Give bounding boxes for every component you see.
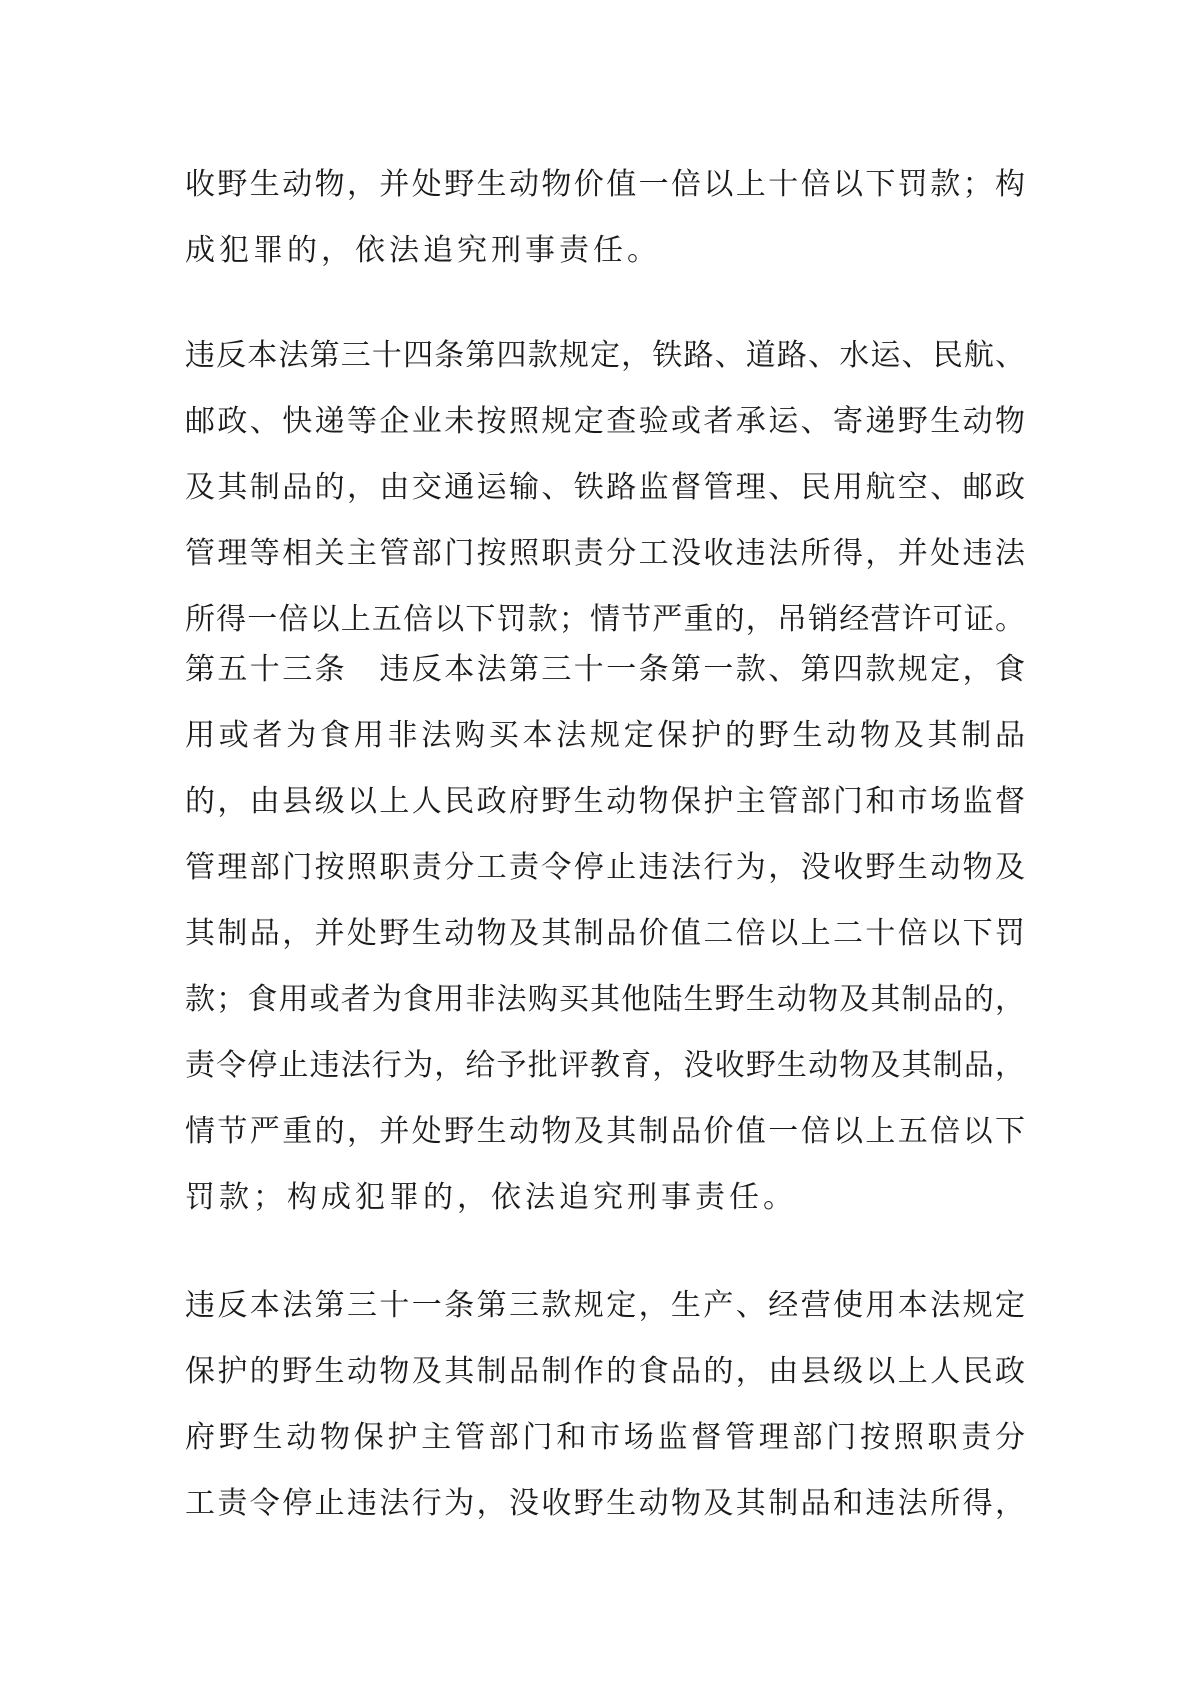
text-line: 收野生动物，并处野生动物价值一倍以上十倍以下罚款；构 <box>185 167 1025 202</box>
text-line: 管理等相关主管部门按照职责分工没收违法所得，并处违法 <box>185 536 1025 571</box>
paragraph-3 <box>185 637 1025 1231</box>
text-line: 第五十三条 违反本法第三十一条第一款、第四款规定，食 <box>185 652 1025 687</box>
paragraph-2 <box>185 323 1025 653</box>
text-line: 罚款；构成犯罪的，依法追究刑事责任。 <box>185 1180 797 1215</box>
text-line: 工责令停止违法行为，没收野生动物及其制品和违法所得， <box>185 1486 1025 1521</box>
text-line: 邮政、快递等企业未按照规定查验或者承运、寄递野生动物 <box>185 404 1025 439</box>
text-line: 用或者为食用非法购买本法规定保护的野生动物及其制品 <box>185 718 1025 753</box>
text-line: 府野生动物保护主管部门和市场监督管理部门按照职责分 <box>185 1420 1025 1455</box>
text-line: 责令停止违法行为，给予批评教育，没收野生动物及其制品， <box>185 1048 1025 1083</box>
text-line: 其制品，并处野生动物及其制品价值二倍以上二十倍以下罚 <box>185 916 1025 951</box>
text-line: 违反本法第三十四条第四款规定，铁路、道路、水运、民航、 <box>185 338 1025 373</box>
paragraph-1 <box>185 152 1025 284</box>
text-line: 违反本法第三十一条第三款规定，生产、经营使用本法规定 <box>185 1288 1025 1323</box>
text-line: 款；食用或者为食用非法购买其他陆生野生动物及其制品的， <box>185 982 1025 1017</box>
text-line: 所得一倍以上五倍以下罚款；情节严重的，吊销经营许可证。 <box>185 602 1025 637</box>
text-line: 及其制品的，由交通运输、铁路监督管理、民用航空、邮政 <box>185 470 1025 505</box>
paragraph-4 <box>185 1273 1025 1537</box>
text-line: 管理部门按照职责分工责令停止违法行为，没收野生动物及 <box>185 850 1025 885</box>
text-line: 保护的野生动物及其制品制作的食品的，由县级以上人民政 <box>185 1354 1025 1389</box>
text-line: 情节严重的，并处野生动物及其制品价值一倍以上五倍以下 <box>185 1114 1025 1149</box>
text-line: 成犯罪的，依法追究刑事责任。 <box>185 233 661 268</box>
text-line: 的，由县级以上人民政府野生动物保护主管部门和市场监督 <box>185 784 1025 819</box>
